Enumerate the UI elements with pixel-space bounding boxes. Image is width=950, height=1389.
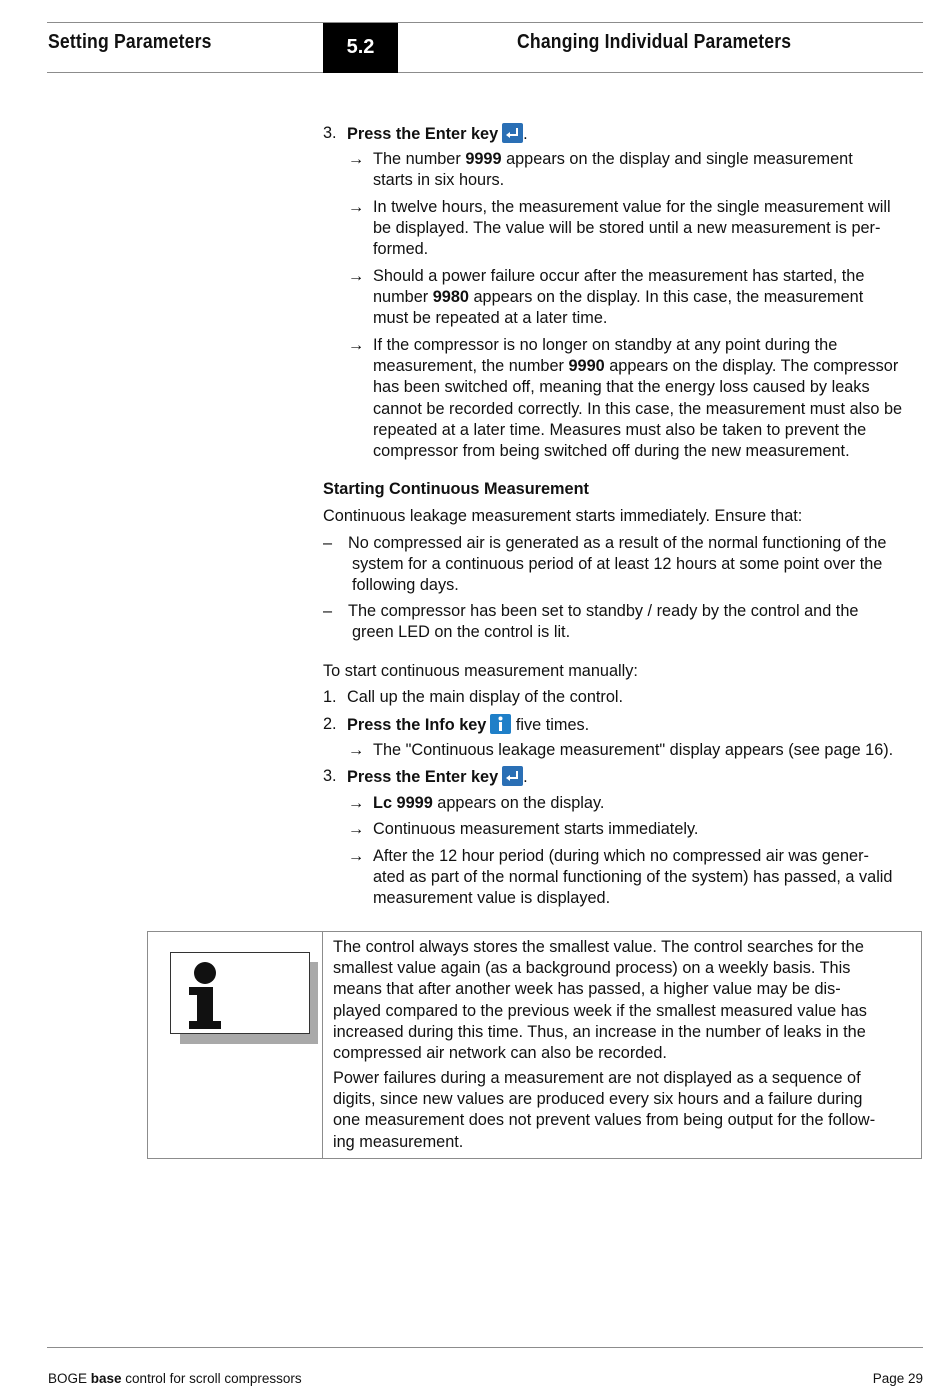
arrow-icon: →: [348, 150, 365, 168]
arrow-icon: →: [348, 198, 365, 216]
enter-key-icon: [502, 123, 523, 143]
manual-intro: To start continuous measurement manually:: [323, 662, 638, 680]
arrow-icon: →: [348, 820, 365, 838]
dash-bullet: –: [323, 534, 333, 552]
intro-text: Continuous leakage measurement starts immediately. Ensure that:: [323, 507, 803, 525]
step-3-enter: 3. Press the Enter key .: [323, 124, 528, 143]
section-title: Changing Individual Parameters: [517, 31, 792, 53]
dash-bullet: –: [323, 602, 333, 620]
info-paragraph-2: Power failures during a measurement are not displayed as a sequence of digits, since new values are produced every six hours and a failure during one measurement does not prevent values from being output for the follow- ing measurement.: [333, 1069, 876, 1151]
step-number: 3.: [323, 124, 337, 142]
enter-key-icon: [502, 766, 523, 786]
arrow-icon: →: [348, 741, 365, 759]
info-box-divider: [322, 932, 323, 1158]
page-number: Page 29: [872, 1371, 923, 1386]
arrow-icon: →: [348, 267, 365, 285]
footer-rule: [47, 1347, 923, 1348]
step-label: Press the Enter key: [347, 125, 499, 143]
chapter-title: Setting Parameters: [48, 31, 212, 53]
arrow-icon: →: [348, 847, 365, 865]
section-number: 5.2: [323, 23, 398, 73]
header-bottom-rule: [47, 72, 923, 73]
header-top-rule: [47, 22, 923, 23]
step-1: 1. Call up the main display of the control.: [323, 688, 624, 706]
footer-document-title: BOGE base control for scroll compressors: [48, 1371, 302, 1386]
step-2-info: 2. Press the Info key five times.: [323, 715, 590, 734]
info-box: [147, 931, 922, 1159]
information-icon: [170, 952, 310, 1034]
arrow-icon: →: [348, 794, 365, 812]
arrow-icon: →: [348, 336, 365, 354]
step-3-enter: 3. Press the Enter key .: [323, 767, 528, 786]
info-paragraph-1: The control always stores the smallest value. The control searches for the smallest value again (as a background process) on a weekly basis. This means that after another week has passed, a higher value may be dis- played compared to the previous week if the smallest measured value has increased during this time. Thus, an increase in the number of leaks in the compressed air network can also be recorded.: [333, 938, 867, 1063]
section-heading: Starting Continuous Measurement: [323, 480, 589, 498]
info-key-icon: [490, 714, 511, 734]
